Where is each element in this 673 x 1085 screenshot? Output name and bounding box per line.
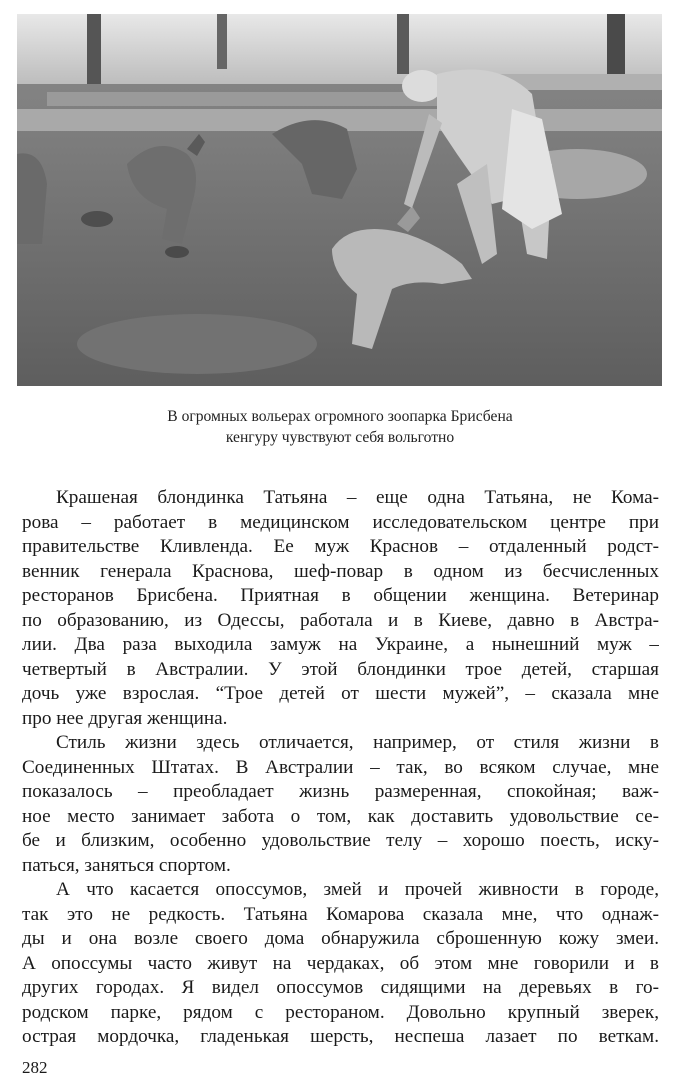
text-line: правительстве Кливленда. Ее муж Краснов – отдаленный родст- [22,536,659,557]
text-line: дочь уже взрослая. “Трое детей от шести мужей”, – сказала мне [22,683,659,704]
paragraph-1 [22,486,659,731]
text-line: других городах. Я видел опоссумов сидящими на деревьях в го- [22,977,659,998]
text-line: рова – работает в медицинском исследовательском центре при [22,511,659,533]
text-line: четвертый в Австралии. У этой блондинки трое детей, старшая [22,658,659,680]
kangaroo-photo-illustration [17,14,662,386]
page-number: 282 [22,1058,48,1077]
text-line: Соединенных Штатах. В Австралии – так, во всяком случае, мне [22,756,659,778]
text-line: ресторанов Брисбена. Приятная в общении женщина. Ветеринар [22,585,659,606]
text-line: бе и близким, особенно удовольствие телу – хорошо поесть, иску- [22,830,659,851]
text-line: показалось – преобладает жизнь размеренная, спокойная; важ- [22,781,659,802]
text-line: ное место занимает забота о том, как доставить удовольствие се- [22,805,659,827]
text-line: родском парке, рядом с рестораном. Довольно крупный зверек, [22,1001,659,1023]
text-line: Крашеная блондинка Татьяна – еще одна Татьяна, не Кома- [56,487,659,508]
paragraph-2 [22,731,659,878]
text-line: А опоссумы часто живут на чердаках, об этом мне говорили и в [22,952,659,974]
text-line: так это не редкость. Татьяна Комарова сказала мне, что однаж- [22,903,659,925]
text-line: ды и она возле своего дома обнаружила сброшенную кожу змеи. [22,928,659,949]
photo-caption [60,406,620,448]
text-line: по образованию, из Одессы, работала и в Киеве, давно в Австра- [22,609,659,631]
article-body [22,486,659,1050]
text-line: Стиль жизни здесь отличается, например, от стиля жизни в [56,732,659,753]
kangaroo-photo [17,14,662,386]
caption-line: В огромных вольерах огромного зоопарка Брисбена [167,408,513,425]
text-line: про нее другая женщина. [22,707,228,729]
text-line: А что касается опоссумов, змей и прочей живности в городе, [56,879,659,900]
text-line: лии. Два раза выходила замуж на Украине, а нынешний муж – [22,634,659,655]
caption-line: кенгуру чувствуют себя вольготно [225,429,455,446]
text-line: острая мордочка, гладенькая шерсть, неспеша лазает по веткам. [22,1026,659,1047]
text-line: паться, заняться спортом. [22,854,231,876]
text-line: венник генерала Краснова, шеф-повар в одном из бесчисленных [22,560,659,582]
paragraph-3 [22,878,659,1050]
